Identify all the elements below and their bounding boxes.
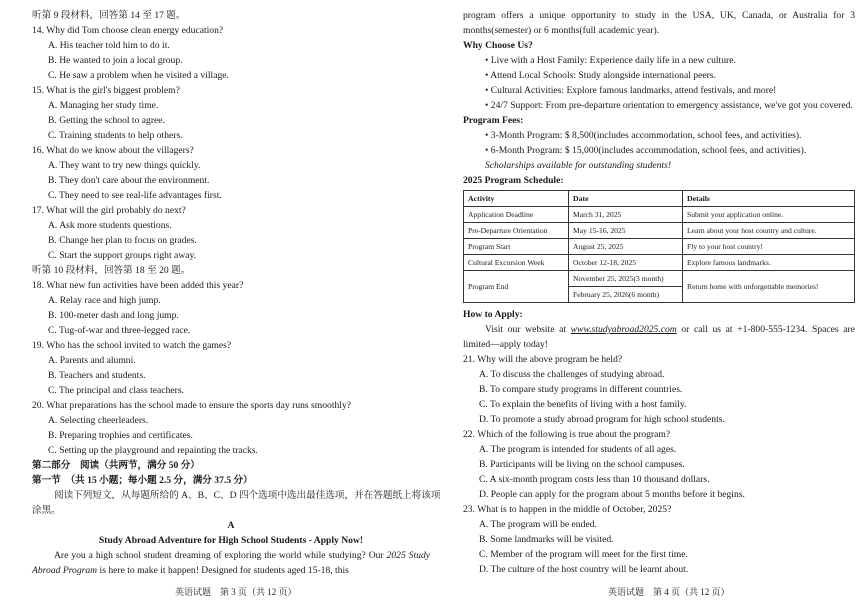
option-15a[interactable]: A. Managing her study time. [48,100,159,111]
table-row [464,239,855,255]
table-cell: August 25, 2025 [569,239,683,255]
table-cell: Explore famous landmarks. [683,255,855,271]
table-cell: November 25, 2025(3 month) [569,271,683,287]
option-22a[interactable]: A. The program is intended for students of all ages. [479,444,677,455]
question-18: 18. What new fun activities have been added this year? [32,280,244,291]
question-14: 14. Why did Tom choose clean energy education? [32,25,224,36]
option-21a[interactable]: A. To discuss the challenges of studying abroad. [479,369,665,380]
option-22b[interactable]: B. Participants will be living on the school campuses. [479,459,685,470]
listening-10-intro: 听第 10 段材料，回答第 18 至 20 题。 [32,265,191,276]
page-footer-4: 英语试题 第 4 页（共 12 页） [608,587,730,597]
option-14c[interactable]: C. He saw a problem when he visited a village. [48,70,229,81]
table-cell: March 31, 2025 [569,207,683,223]
option-21b[interactable]: B. To compare study programs in different countries. [479,384,683,395]
table-cell: Return home with unforgettable memories! [683,271,855,303]
fee-item-3-month: • 3-Month Program: $ 8,500(includes accommodation, school fees, and activities). [463,128,855,143]
option-16b[interactable]: B. They don't care about the environment. [48,175,210,186]
option-20a[interactable]: A. Selecting cheerleaders. [48,415,149,426]
why-choose-heading: Why Choose Us? [463,40,533,51]
table-row [464,271,855,287]
option-19c[interactable]: C. The principal and class teachers. [48,385,184,396]
why-item-cultural: • Cultural Activities: Explore famous landmarks, attend festivals, and more! [463,83,855,98]
option-21c[interactable]: C. To explain the benefits of living with a host family. [479,399,687,410]
scholarship-note: Scholarships available for outstanding students! [485,160,672,171]
schedule-table [463,190,855,303]
passage-title: Study Abroad Adventure for High School Students - Apply Now! [98,535,364,546]
instructions-line-2: 涂黑。 [32,505,61,516]
option-23b[interactable]: B. Some landmarks will be visited. [479,534,614,545]
left-page [32,8,441,578]
question-15: 15. What is the girl's biggest problem? [32,85,180,96]
passage-letter: A [227,520,235,531]
option-23a[interactable]: A. The program will be ended. [479,519,597,530]
table-row [464,207,855,223]
option-16c[interactable]: C. They need to see real-life advantages first. [48,190,222,201]
table-cell: October 12-18, 2025 [569,255,683,271]
option-15c[interactable]: C. Training students to help others. [48,130,183,141]
table-cell: Learn about your host country and culture. [683,223,855,239]
table-cell: Application Deadline [464,207,569,223]
fee-item-6-month: • 6-Month Program: $ 15,000(includes accommodation, school fees, and activities). [463,143,855,158]
question-23: 23. What is to happen in the middle of October, 2025? [463,504,672,515]
option-17c[interactable]: C. Start the support groups right away. [48,250,197,261]
section-1-heading: 第一节 （共 15 小题；每小题 2.5 分，满分 37.5 分） [32,475,253,486]
option-18b[interactable]: B. 100-meter dash and long jump. [48,310,179,321]
instructions-line-1: 阅读下列短文，从每题所给的 A、B、C、D 四个选项中选出最佳选项，并在答题纸上将该项 [54,490,441,501]
option-23c[interactable]: C. Member of the program will meet for the first time. [479,549,688,560]
option-14b[interactable]: B. He wanted to join a local group. [48,55,183,66]
option-21d[interactable]: D. To promote a study abroad program for high school students. [479,414,725,425]
option-23d[interactable]: D. The culture of the host country will be learnt about. [479,564,689,575]
support-text: 24/7 Support: From pre-departure orientation to emergency assistance, we've got you covered. [490,100,853,111]
question-22: 22. Which of the following is true about the program? [463,429,671,440]
part-2-heading: 第二部分 阅读（共两节，满分 50 分） [32,460,200,471]
question-16: 16. What do we know about the villagers? [32,145,194,156]
option-15b[interactable]: B. Getting the school to agree. [48,115,165,126]
option-17b[interactable]: B. Change her plan to focus on grades. [48,235,197,246]
table-header: Date [569,191,683,207]
option-20b[interactable]: B. Preparing trophies and certificates. [48,430,193,441]
passage-text: Are you a high school student dreaming of exploring the world while studying? Our [54,550,387,561]
question-19: 19. Who has the school invited to watch the games? [32,340,232,351]
table-row [464,255,855,271]
table-header-row [464,191,855,207]
table-header: Activity [464,191,569,207]
table-cell: May 15-16, 2025 [569,223,683,239]
apply-paragraph [463,322,855,352]
table-header: Details [683,191,855,207]
option-20c[interactable]: C. Setting up the playground and repainting the tracks. [48,445,258,456]
option-18a[interactable]: A. Relay race and high jump. [48,295,161,306]
fees-heading: Program Fees: [463,115,524,126]
option-16a[interactable]: A. They want to try new things quickly. [48,160,201,171]
question-17: 17. What will the girl probably do next? [32,205,186,216]
table-cell: Pre-Departure Orientation [464,223,569,239]
apply-text-cont: or call us at +1-800-555-1234. Spaces are limited—apply today! [463,324,855,350]
option-18c[interactable]: C. Tug-of-war and three-legged race. [48,325,191,336]
apply-heading: How to Apply: [463,309,523,320]
schedule-heading: 2025 Program Schedule: [463,175,564,186]
program-name: 2025 Study Abroad Program [32,550,430,576]
passage-text-cont: is here to make it happen! Designed for students aged 15-18, this [97,565,349,576]
table-cell: Program Start [464,239,569,255]
why-item-host-family: • Live with a Host Family: Experience daily life in a new culture. [463,53,855,68]
table-cell: Cultural Excursion Week [464,255,569,271]
table-row [464,223,855,239]
apply-text: Visit our website at [485,324,571,335]
listening-9-intro: 听第 9 段材料，回答第 14 至 17 题。 [32,10,186,21]
table-cell: Program End [464,271,569,303]
why-item-support: • 24/7 Support: From pre-departure orientation to emergency assistance, we've got you covered. [485,100,853,111]
question-21: 21. Why will the above program be held? [463,354,623,365]
option-17a[interactable]: A. Ask more students questions. [48,220,172,231]
page-footer-3: 英语试题 第 3 页（共 12 页） [175,587,297,597]
option-19a[interactable]: A. Parents and alumni. [48,355,136,366]
passage-paragraph-1 [32,548,430,578]
table-cell: February 25, 2026(6 month) [569,287,683,303]
option-14a[interactable]: A. His teacher told him to do it. [48,40,170,51]
option-22d[interactable]: D. People can apply for the program about 5 months before it begins. [479,489,745,500]
option-22c[interactable]: C. A six-month program costs less than 10 thousand dollars. [479,474,710,485]
right-page [463,8,855,577]
passage-continuation: program offers a unique opportunity to study in the USA, UK, Canada, or Australia for 3 months(semester) or 6 months(full academic year). [463,10,855,36]
option-19b[interactable]: B. Teachers and students. [48,370,146,381]
question-20: 20. What preparations has the school made to ensure the sports day runs smoothly? [32,400,352,411]
website-link[interactable]: www.studyabroad2025.com [570,324,677,335]
why-item-local-schools: • Attend Local Schools: Study alongside international peers. [463,68,855,83]
table-cell: Submit your application online. [683,207,855,223]
table-cell: Fly to your host country! [683,239,855,255]
